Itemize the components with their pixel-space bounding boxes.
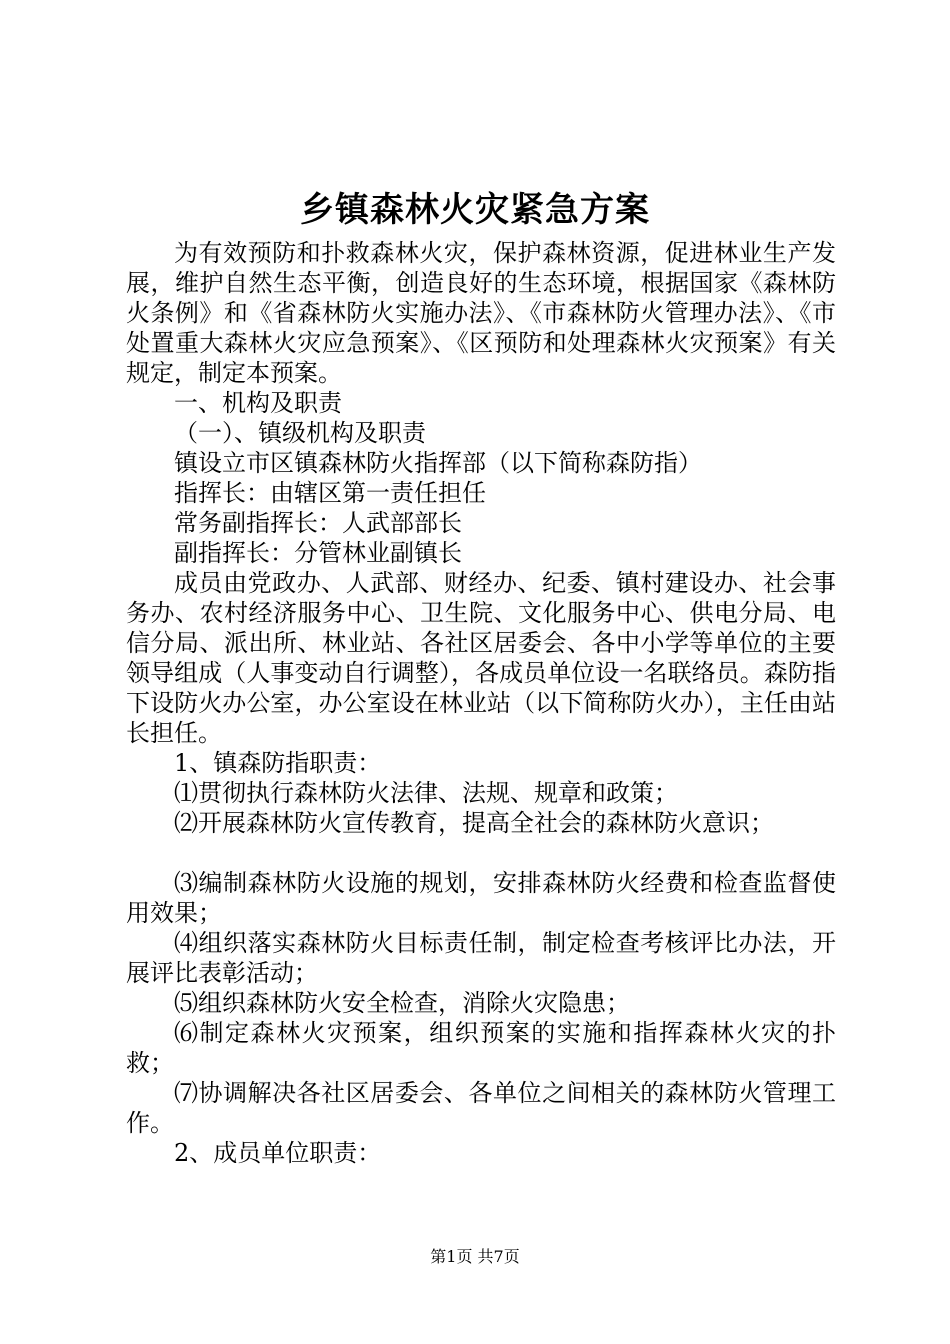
- intro-paragraph: 为有效预防和扑救森林火灾，保护森林资源，促进林业生产发展，维护自然生态平衡，创造良好的生态环境，根据国家《森林防火条例》和《省森林防火实施办法》、《市森林防火管理办法》、《市处置重大森林火灾应急预案》、《区预防和处理森林火灾预案》有关规定，制定本预案。: [126, 239, 836, 387]
- section-heading-1: 一、机构及职责: [174, 389, 342, 417]
- list-heading-2: 2、成员单位职责：: [174, 1139, 382, 1167]
- document-title: 乡镇森林火灾紧急方案: [300, 190, 650, 230]
- document-body: [126, 238, 836, 1168]
- list-item: ⑶编制森林防火设施的规划，安排森林防火经费和检查监督使用效果；: [126, 869, 836, 927]
- paragraph-gap: [126, 838, 836, 868]
- list-item: ⑴贯彻执行森林防火法律、法规、规章和政策；: [174, 779, 678, 807]
- list-item: ⑹制定森林火灾预案，组织预案的实施和指挥森林火灾的扑救；: [126, 1019, 836, 1077]
- page-footer: 第1页 共7页: [430, 1247, 520, 1266]
- body-paragraph: 常务副指挥长：人武部部长: [174, 509, 462, 537]
- members-paragraph: 成员由党政办、人武部、财经办、纪委、镇村建设办、社会事务办、农村经济服务中心、卫生院、文化服务中心、供电分局、电信分局、派出所、林业站、各社区居委会、各中小学等单位的主要领导组成（人事变动自行调整），各成员单位设一名联络员。森防指下设防火办公室，办公室设在林业站（以下简称防火办），主任由站长担任。: [126, 569, 836, 747]
- list-item: ⑷组织落实森林防火目标责任制，制定检查考核评比办法，开展评比表彰活动；: [126, 929, 836, 987]
- body-paragraph: 指挥长：由辖区第一责任担任: [174, 479, 486, 507]
- subsection-heading-1: （一）、镇级机构及职责: [174, 419, 426, 447]
- list-item: ⑸组织森林防火安全检查，消除火灾隐患；: [174, 989, 630, 1017]
- body-paragraph: 镇设立市区镇森林防火指挥部（以下简称森防指）: [174, 449, 702, 477]
- list-heading-1: 1、镇森防指职责：: [174, 749, 382, 777]
- list-item: ⑺协调解决各社区居委会、各单位之间相关的森林防火管理工作。: [126, 1079, 836, 1137]
- body-paragraph: 副指挥长：分管林业副镇长: [174, 539, 462, 567]
- list-item: ⑵开展森林防火宣传教育，提高全社会的森林防火意识；: [174, 809, 774, 837]
